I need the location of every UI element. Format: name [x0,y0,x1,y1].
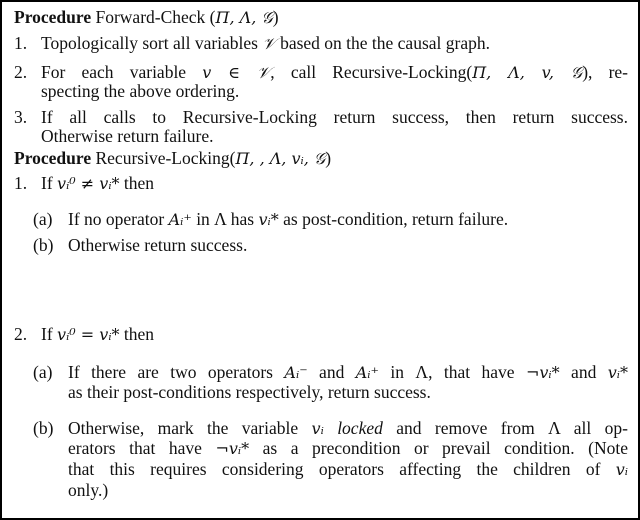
rl-step-2a-text [68,361,628,383]
step-number: 3. [14,107,28,127]
text-segment: If no operator [68,209,169,229]
rl-step-1a-text [68,208,508,230]
text-segment: as their post-conditions respectively, return success. [68,382,431,402]
text-segment: Forward-Check ( [91,7,216,27]
text-segment: and [559,362,608,382]
step-1-text [41,32,490,54]
substep-label: (b) [33,235,54,255]
step-3-text-cont [41,125,214,147]
text-segment: locked [337,418,383,438]
text-segment: ) [325,148,332,168]
substep-label: (a) [33,362,53,382]
rl-step-2b-text-cont [68,437,628,459]
text-segment: Recursive-Locking( [91,148,236,168]
procedure-recursive-locking-header [14,147,331,169]
step-number: 1. [14,173,28,193]
text-segment: erators that have [68,438,216,458]
text-segment: ), re- [582,62,628,82]
step-number: 2. [14,62,28,82]
math-expression: Π, , Λ, vᵢ, 𝒢 [235,149,326,168]
math-expression: Aᵢ⁻ [284,363,308,382]
text-segment [324,418,337,438]
text-segment: Otherwise, mark the variable [68,418,312,438]
keyword: Procedure [14,7,92,27]
math-expression: vᵢ* [607,363,628,382]
substep-label: (b) [33,418,54,438]
math-expression: vᵢ⁰ ≠ vᵢ* [57,174,120,193]
text-segment: Otherwise return failure. [41,126,214,146]
rl-step-1-text [41,172,154,194]
rl-step-2b-text-cont [68,458,628,480]
math-expression: ¬vᵢ* [525,363,560,382]
rl-step-2-text [41,323,154,345]
text-segment: If all calls to Recursive-Locking return success, then return success. [41,107,628,127]
step-number: 1. [14,33,28,53]
substep-label: (a) [33,209,53,229]
text-segment: ) [272,7,279,27]
text-segment: and [307,362,356,382]
text-segment: For each variable [41,62,203,82]
rl-step-2b-text [68,417,628,439]
text-segment: , call Recursive-Locking( [270,62,473,82]
math-expression: Π, Λ, 𝒢 [215,8,273,27]
math-expression: Aᵢ⁺ [168,210,192,229]
text-segment: based on the the causal graph. [275,33,490,53]
text-segment: then [119,173,155,193]
math-expression: 𝒱 [262,34,276,53]
text-segment: as post-condition, return failure. [278,209,509,229]
step-2-text-cont [41,80,239,102]
math-expression: vᵢ⁰ = vᵢ* [57,325,120,344]
rl-step-2a-text-cont [68,381,431,403]
math-expression: ¬vᵢ* [215,439,250,458]
math-expression: Π, Λ, v, 𝒢 [472,63,583,82]
text-segment: and remove from Λ all op- [382,418,628,438]
math-expression: v ∈ 𝒱 [202,63,271,82]
text-segment: Topologically sort all variables [41,33,263,53]
math-expression: Aᵢ⁺ [355,363,379,382]
text-segment: If [41,173,58,193]
text-segment: in Λ, that have [378,362,526,382]
text-segment: Otherwise return success. [68,235,248,255]
math-expression: vᵢ [311,419,324,438]
math-expression: vᵢ [615,460,628,479]
rl-step-2b-text-cont [68,479,108,501]
math-expression: vᵢ* [258,210,279,229]
text-segment: only.) [68,480,109,500]
step-number: 2. [14,324,28,344]
text-segment: If there are two operators [68,362,285,382]
text-segment: that this requires considering operators affecting the children of [68,459,616,479]
rl-step-1b-text [68,234,247,256]
text-segment: then [119,324,155,344]
keyword: Procedure [14,148,92,168]
text-segment: If [41,324,58,344]
text-segment: in Λ has [191,209,259,229]
text-segment: as a precondition or prevail condition. (Note [249,438,628,458]
procedure-forward-check-header [14,6,279,28]
text-segment: specting the above ordering. [41,81,240,101]
